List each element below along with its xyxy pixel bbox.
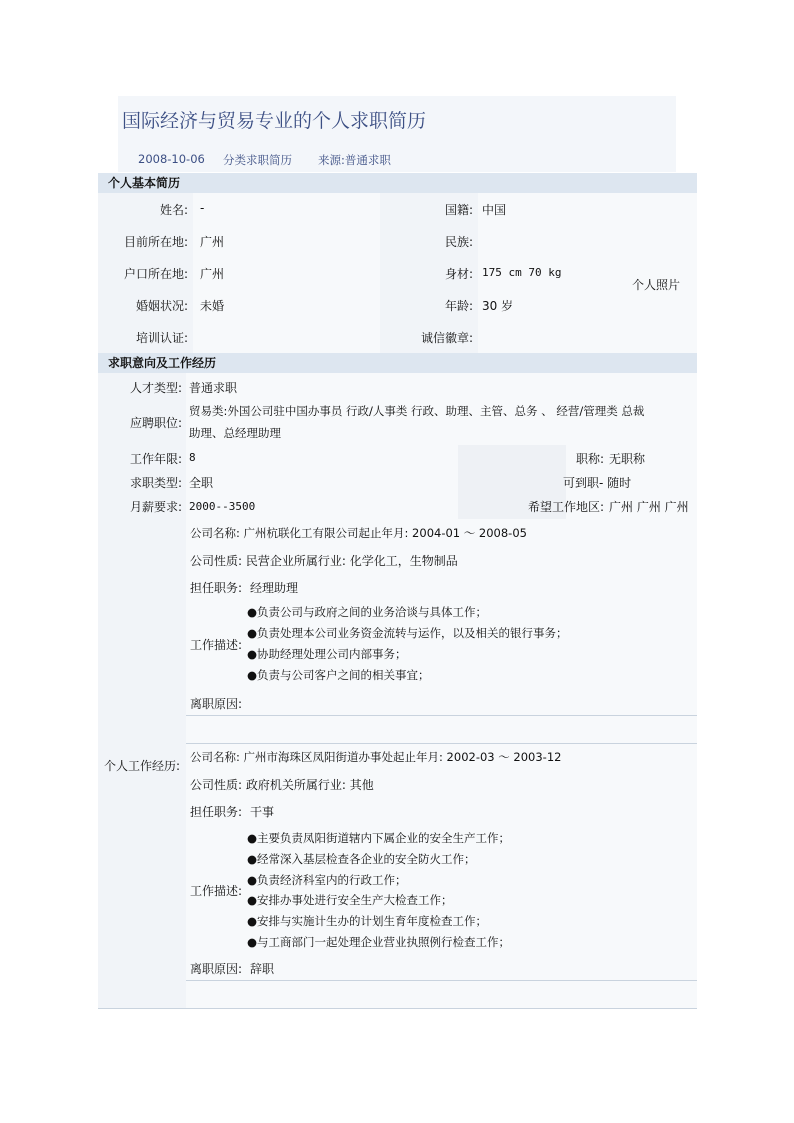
age-label: 年龄: (444, 299, 473, 313)
post-date: 2008-10-06 (138, 152, 205, 166)
salary-label: 月薪要求: (129, 500, 182, 514)
area-label: 希望工作地区: (527, 500, 604, 514)
job-2-company: 公司名称: 广州市海珠区凤阳街道办事处起止年月: 2002-03 ～ 2003-12 (190, 750, 562, 764)
title-value: 无职称 (609, 452, 646, 466)
job-2-desc-item: ●主要负责凤阳街道辖内下属企业的安全生产工作； (247, 831, 511, 845)
job-2-desc-item: ●与工商部门一起处理企业营业执照例行检查工作； (247, 935, 511, 949)
job-2-nature: 公司性质: 政府机关所属行业: 其他 (190, 778, 374, 792)
experience-label: 个人工作经历: (104, 759, 181, 773)
position-label: 应聘职位: (129, 416, 182, 430)
location-label: 目前所在地: (123, 235, 188, 249)
body-value: 175 cm 70 kg (482, 266, 562, 279)
position-line-1: 贸易类:外国公司驻中国办事员 行政/人事类 行政、助理、主管、总务 、 经营/管理类 总裁 (189, 404, 645, 418)
ethnicity-label: 民族: (444, 235, 473, 249)
years-value: 8 (189, 451, 196, 464)
job-2-desc-item: ●经常深入基层检查各企业的安全防火工作； (247, 852, 476, 866)
job-1-role-label: 担任职务: (190, 581, 243, 595)
job-type-value: 全职 (189, 476, 214, 490)
job-1-desc-item: ●负责处理本公司业务资金流转与运作，以及相关的银行事务； (247, 626, 568, 640)
position-line-2: 助理、总经理助理 (189, 426, 281, 440)
job-1-leave-label: 离职原因: (190, 697, 243, 711)
job-2-role-value: 干事 (250, 805, 275, 819)
job-2-leave-label: 离职原因: (190, 962, 243, 976)
section-basic-title: 个人基本简历 (108, 176, 181, 190)
photo-label: 个人照片 (632, 278, 681, 292)
job-1-desc-item: ●负责与公司客户之间的相关事宜； (247, 668, 430, 682)
title-label: 职称: (575, 452, 604, 466)
talent-type-label: 人才类型: (129, 381, 182, 395)
divider (98, 1008, 697, 1009)
section-basic-header (98, 173, 697, 193)
body-label: 身材: (444, 267, 473, 281)
job-1-desc-item: ●负责公司与政府之间的业务洽谈与具体工作； (247, 605, 488, 619)
job-2-desc-item: ●安排与实施计生办的计划生育年度检查工作； (247, 914, 488, 928)
job-1-nature: 公司性质: 民营企业所属行业: 化学化工，生物制品 (190, 554, 458, 568)
name-label: 姓名: (159, 203, 188, 217)
marital-value: 未婚 (200, 299, 225, 313)
divider (186, 715, 697, 716)
section-intent-title: 求职意向及工作经历 (108, 356, 217, 370)
age-value: 30 岁 (482, 299, 514, 313)
divider (186, 980, 697, 981)
years-label: 工作年限: (129, 452, 182, 466)
section-intent-header (98, 353, 697, 373)
job-1-company: 公司名称: 广州杭联化工有限公司起止年月: 2004-01 ～ 2008-05 (190, 526, 527, 540)
job-2-role-label: 担任职务: (190, 805, 243, 819)
job-2-desc-item: ●安排办事处进行安全生产大检查工作； (247, 893, 453, 907)
hukou-value: 广州 (200, 267, 225, 281)
talent-type-value: 普通求职 (189, 381, 238, 395)
available-text: 可到职- 随时 (563, 476, 632, 490)
credit-label: 诚信徽章: (420, 331, 473, 345)
name-value: - (200, 201, 205, 215)
job-type-label: 求职类型: (129, 476, 182, 490)
source-text: 来源:普通求职 (318, 153, 391, 167)
job-1-desc-item: ●协助经理处理公司内部事务； (247, 647, 407, 661)
job-1-role-value: 经理助理 (250, 581, 299, 595)
marital-label: 婚姻状况: (135, 299, 188, 313)
hukou-label: 户口所在地: (123, 267, 188, 281)
page-title: 国际经济与贸易专业的个人求职简历 (122, 110, 427, 132)
page-header (118, 96, 676, 172)
job-2-desc-item: ●负责经济科室内的行政工作； (247, 873, 407, 887)
location-value: 广州 (200, 235, 225, 249)
nationality-value: 中国 (482, 203, 507, 217)
job-2-desc-label: 工作描述: (190, 884, 243, 898)
job-1-desc-label: 工作描述: (190, 638, 243, 652)
salary-value: 2000--3500 (189, 500, 256, 513)
job-2-leave-value: 辞职 (250, 962, 275, 976)
category-link[interactable]: 分类求职简历 (223, 153, 292, 167)
nationality-label: 国籍: (444, 203, 473, 217)
area-value: 广州 广州 广州 (609, 500, 689, 514)
training-label: 培训认证: (135, 331, 188, 345)
photo-box (585, 193, 697, 353)
